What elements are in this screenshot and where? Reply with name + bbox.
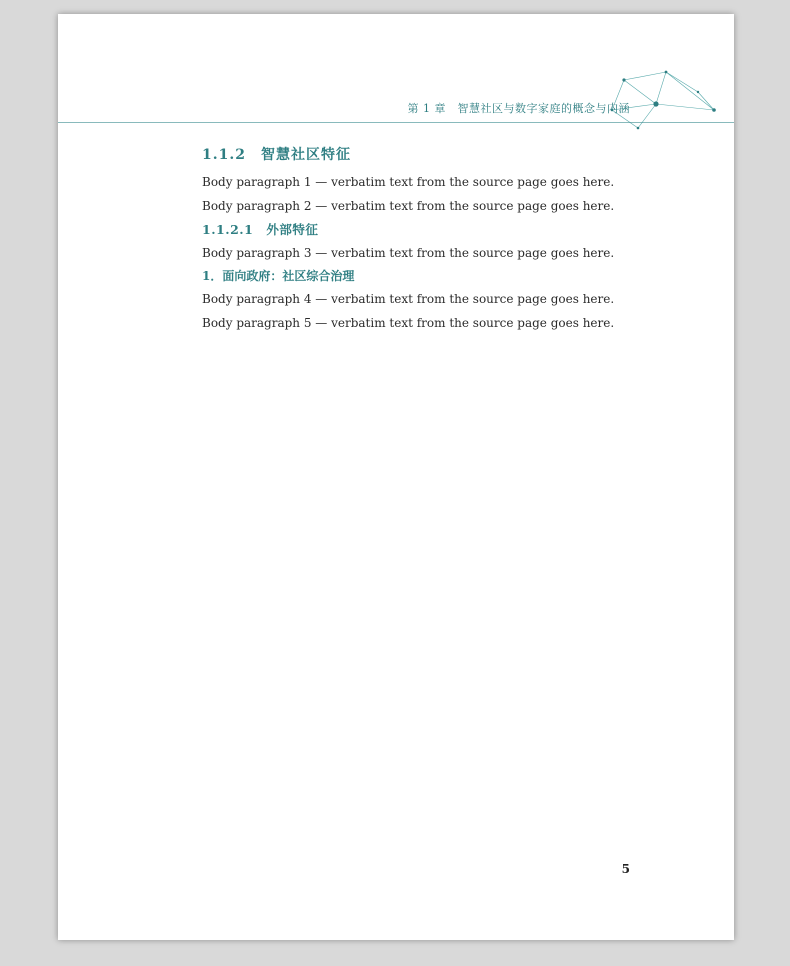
- section-heading: 1.1.2 智慧社区特征: [202, 147, 351, 163]
- paragraph: Body paragraph 3 — verbatim text from the source page goes here.: [202, 245, 615, 260]
- paragraph: Body paragraph 4 — verbatim text from the source page goes here.: [202, 292, 615, 307]
- book-page: [58, 14, 734, 940]
- page-content: [178, 138, 628, 335]
- header-divider: [58, 122, 734, 123]
- paragraph: Body paragraph 5 — verbatim text from the source page goes here.: [202, 315, 615, 330]
- page-number: 5: [621, 862, 630, 876]
- item-heading: 1．面向政府：社区综合治理: [202, 269, 355, 284]
- running-header: 第 1 章 智慧社区与数字家庭的概念与内涵: [407, 102, 630, 115]
- paragraph: Body paragraph 2 — verbatim text from the source page goes here.: [202, 198, 615, 213]
- subsection-heading: 1.1.2.1 外部特征: [202, 222, 319, 238]
- paragraph: Body paragraph 1 — verbatim text from the source page goes here.: [202, 175, 615, 190]
